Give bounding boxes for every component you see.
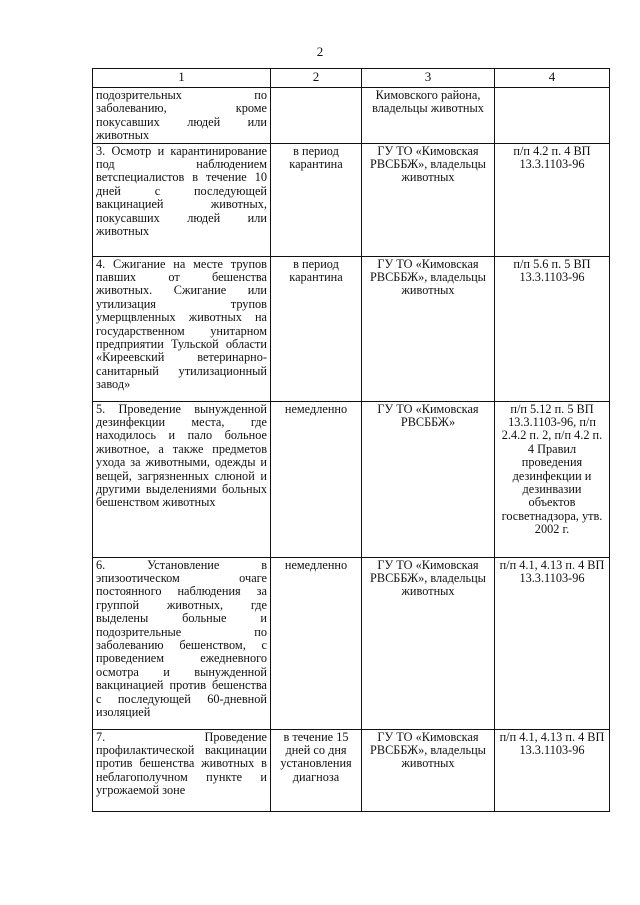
executor-cell: ГУ ТО «Кимовская РВСББЖ», владельцы животных (362, 729, 495, 811)
column-header-4: 4 (495, 69, 610, 88)
basis-cell: п/п 4.1, 4.13 п. 4 ВП 13.3.1103-96 (495, 729, 610, 811)
executor-cell: Кимовского района, владельцы животных (362, 88, 495, 144)
timing-cell: в период карантина (271, 143, 362, 256)
measures-table (92, 68, 610, 812)
executor-cell: ГУ ТО «Кимовская РВСББЖ» (362, 401, 495, 557)
timing-cell: в течение 15 дней со дня установления диагноза (271, 729, 362, 811)
measure-cell: 6. Установление в эпизоотическом очаге постоянного наблюдения за группой животных, где выделены больные и подозрительные по заболеванию бешенством, с проведением ежедневного осмотра и вынужденной вакцинацией против бешенства с последующей 60-дневной изоляцией (93, 557, 271, 729)
table-row (93, 143, 610, 256)
table-row (93, 256, 610, 401)
measure-cell: 7. Проведение профилактической вакцинации против бешенства животных в неблагополучном пункте и угрожаемой зоне (93, 729, 271, 811)
measure-cell: подозрительных по заболеванию, кроме покусавших людей или животных (93, 88, 271, 144)
executor-cell: ГУ ТО «Кимовская РВСББЖ», владельцы животных (362, 557, 495, 729)
basis-cell: п/п 4.1, 4.13 п. 4 ВП 13.3.1103-96 (495, 557, 610, 729)
timing-cell: в период карантина (271, 256, 362, 401)
timing-cell (271, 88, 362, 144)
basis-cell: п/п 4.2 п. 4 ВП 13.3.1103-96 (495, 143, 610, 256)
table-row (93, 729, 610, 811)
timing-cell: немедленно (271, 557, 362, 729)
timing-cell: немедленно (271, 401, 362, 557)
measure-cell: 3. Осмотр и карантинирование под наблюдением ветспециалистов в течение 10 дней с последующей вакцинацией животных, покусавших людей или животных (93, 143, 271, 256)
measure-cell: 4. Сжигание на месте трупов павших от бешенства животных. Сжигание или утилизация трупов умерщвленных животных на государственном унитарном предприятии Тульской области «Киреевский ветеринарно-санитарный утилизационный завод» (93, 256, 271, 401)
table-header-row (93, 69, 610, 88)
basis-cell: п/п 5.12 п. 5 ВП 13.3.1103-96, п/п 2.4.2 п. 2, п/п 4.2 п. 4 Правил проведения дезинфекции и дезинвазии объектов госветнадзора, утв. 2002 г. (495, 401, 610, 557)
basis-cell (495, 88, 610, 144)
executor-cell: ГУ ТО «Кимовская РВСББЖ», владельцы животных (362, 143, 495, 256)
page-number: 2 (316, 44, 324, 59)
table-row (93, 88, 610, 144)
executor-cell: ГУ ТО «Кимовская РВСББЖ», владельцы животных (362, 256, 495, 401)
measure-cell: 5. Проведение вынужденной дезинфекции места, где находилось и пало больное животное, а также предметов ухода за животными, одежды и вещей, загрязненных слюной и другими выделениями больных бешенством животных (93, 401, 271, 557)
column-header-1: 1 (93, 69, 271, 88)
basis-cell: п/п 5.6 п. 5 ВП 13.3.1103-96 (495, 256, 610, 401)
table-row (93, 401, 610, 557)
table-row (93, 557, 610, 729)
column-header-2: 2 (271, 69, 362, 88)
column-header-3: 3 (362, 69, 495, 88)
